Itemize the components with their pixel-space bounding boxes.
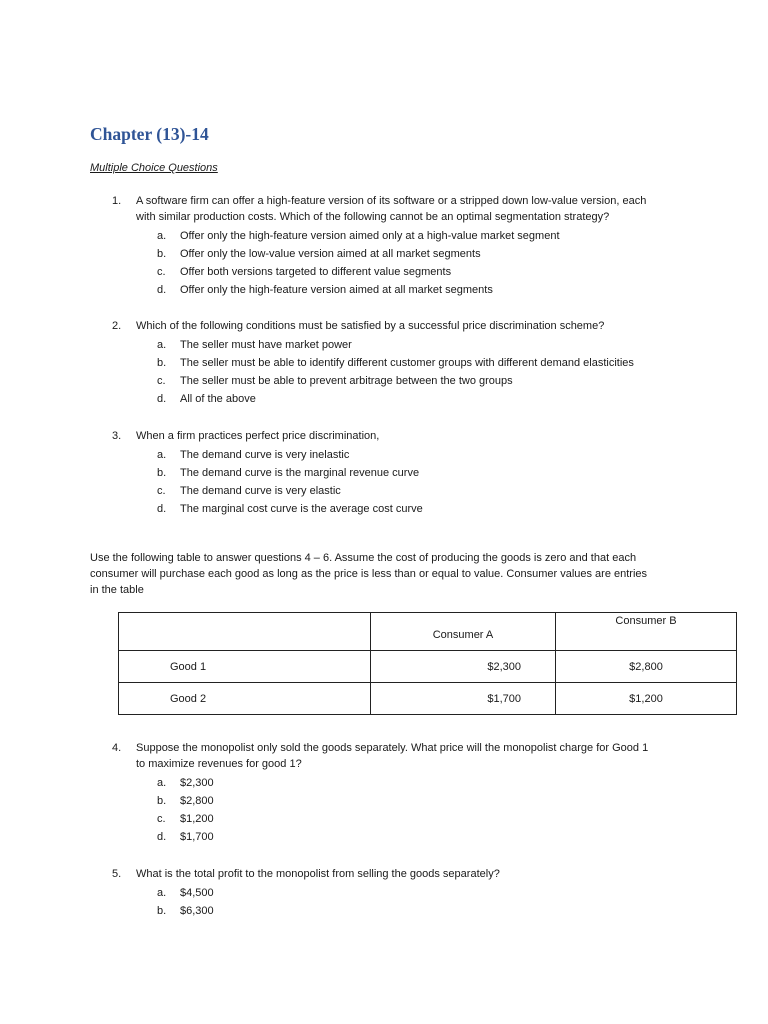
consumer-values-table (118, 612, 737, 715)
option-text: $1,200 (180, 813, 214, 825)
option-text: The seller must have market power (180, 339, 352, 351)
option-letter: d. (157, 831, 167, 843)
option-text: The demand curve is very elastic (180, 485, 341, 497)
table-row-label: Good 2 (119, 683, 371, 715)
table-intro-line: Use the following table to answer questions 4 – 6. Assume the cost of producing the goods is zero and that each (90, 552, 637, 564)
option-item (157, 902, 682, 920)
option-text: Offer both versions targeted to different value segments (180, 266, 452, 278)
option-letter: c. (157, 813, 166, 825)
options-list (112, 774, 682, 846)
table-header-cell (119, 613, 371, 651)
question-text-line: with similar production costs. Which of the following cannot be an optimal segmentation strategy? (136, 211, 610, 223)
table-row (119, 683, 737, 715)
option-item (157, 263, 682, 281)
question-4 (112, 740, 682, 846)
option-letter: b. (157, 467, 167, 479)
option-item (157, 500, 682, 518)
option-letter: a. (157, 777, 167, 789)
option-item (157, 227, 682, 245)
option-item (157, 446, 682, 464)
option-text: $1,700 (180, 831, 214, 843)
option-text: Offer only the high-feature version aimed only at a high-value market segment (180, 230, 560, 242)
option-item (157, 372, 682, 390)
table-intro-line: consumer will purchase each good as long as the price is less than or equal to value. Consumer values are entries (90, 568, 648, 580)
option-item (157, 810, 682, 828)
option-item (157, 482, 682, 500)
table-header-cell: Consumer B (556, 613, 737, 651)
option-text: The seller must be able to prevent arbitrage between the two groups (180, 375, 513, 387)
option-letter: b. (157, 357, 167, 369)
question-text: What is the total profit to the monopolist from selling the goods separately? (136, 868, 500, 880)
option-letter: d. (157, 284, 167, 296)
option-text: All of the above (180, 393, 256, 405)
question-5 (112, 866, 682, 920)
question-text-line: to maximize revenues for good 1? (136, 758, 302, 770)
option-item (157, 464, 682, 482)
chapter-title: Chapter (13)-14 (90, 124, 209, 144)
section-heading: Multiple Choice Questions (90, 162, 218, 174)
table-cell: $1,200 (556, 683, 737, 715)
question-3 (112, 428, 682, 518)
option-item (157, 884, 682, 902)
options-list (112, 336, 682, 408)
table-intro-line: in the table (90, 584, 144, 596)
option-text: $2,800 (180, 795, 214, 807)
option-letter: b. (157, 795, 167, 807)
question-1 (112, 193, 682, 299)
option-letter: a. (157, 887, 167, 899)
options-list (112, 446, 682, 518)
option-text: $4,500 (180, 887, 214, 899)
table-row-label: Good 1 (119, 651, 371, 683)
option-text: The demand curve is the marginal revenue curve (180, 467, 420, 479)
option-item (157, 792, 682, 810)
option-text: The demand curve is very inelastic (180, 449, 350, 461)
table-row (119, 651, 737, 683)
question-number: 5. (112, 868, 122, 880)
options-list (112, 884, 682, 920)
option-letter: a. (157, 449, 167, 461)
option-letter: d. (157, 503, 167, 515)
table-cell: $2,800 (556, 651, 737, 683)
option-text: The marginal cost curve is the average cost curve (180, 503, 423, 515)
question-number: 2. (112, 320, 122, 332)
question-text: When a firm practices perfect price discrimination, (136, 430, 380, 442)
question-number: 4. (112, 742, 122, 754)
table-cell: $2,300 (371, 651, 556, 683)
option-item (157, 336, 682, 354)
table-header-cell: Consumer A (371, 613, 556, 651)
table-intro (90, 550, 680, 598)
option-item (157, 828, 682, 846)
option-text: $6,300 (180, 905, 214, 917)
option-letter: c. (157, 375, 166, 387)
question-text-line: A software firm can offer a high-feature version of its software or a stripped down low-value version, each (136, 195, 647, 207)
table-cell: $1,700 (371, 683, 556, 715)
question-text-line: Suppose the monopolist only sold the goods separately. What price will the monopolist charge for Good 1 (136, 742, 649, 754)
option-item (157, 390, 682, 408)
question-text (136, 740, 682, 772)
question-number: 3. (112, 430, 122, 442)
options-list (112, 227, 682, 299)
option-text: Offer only the high-feature version aimed at all market segments (180, 284, 493, 296)
option-text: Offer only the low-value version aimed at all market segments (180, 248, 481, 260)
option-letter: a. (157, 339, 167, 351)
option-item (157, 245, 682, 263)
option-letter: c. (157, 266, 166, 278)
option-letter: c. (157, 485, 166, 497)
question-text: Which of the following conditions must be satisfied by a successful price discrimination scheme? (136, 320, 605, 332)
option-letter: a. (157, 230, 167, 242)
option-letter: d. (157, 393, 167, 405)
option-letter: b. (157, 905, 167, 917)
table-header-row (119, 613, 737, 651)
option-letter: b. (157, 248, 167, 260)
option-item (157, 774, 682, 792)
option-item (157, 354, 682, 372)
option-text: The seller must be able to identify different customer groups with different demand elasticities (180, 357, 634, 369)
question-2 (112, 318, 682, 408)
option-item (157, 281, 682, 299)
option-text: $2,300 (180, 777, 214, 789)
question-text (136, 193, 682, 225)
question-number: 1. (112, 195, 122, 207)
